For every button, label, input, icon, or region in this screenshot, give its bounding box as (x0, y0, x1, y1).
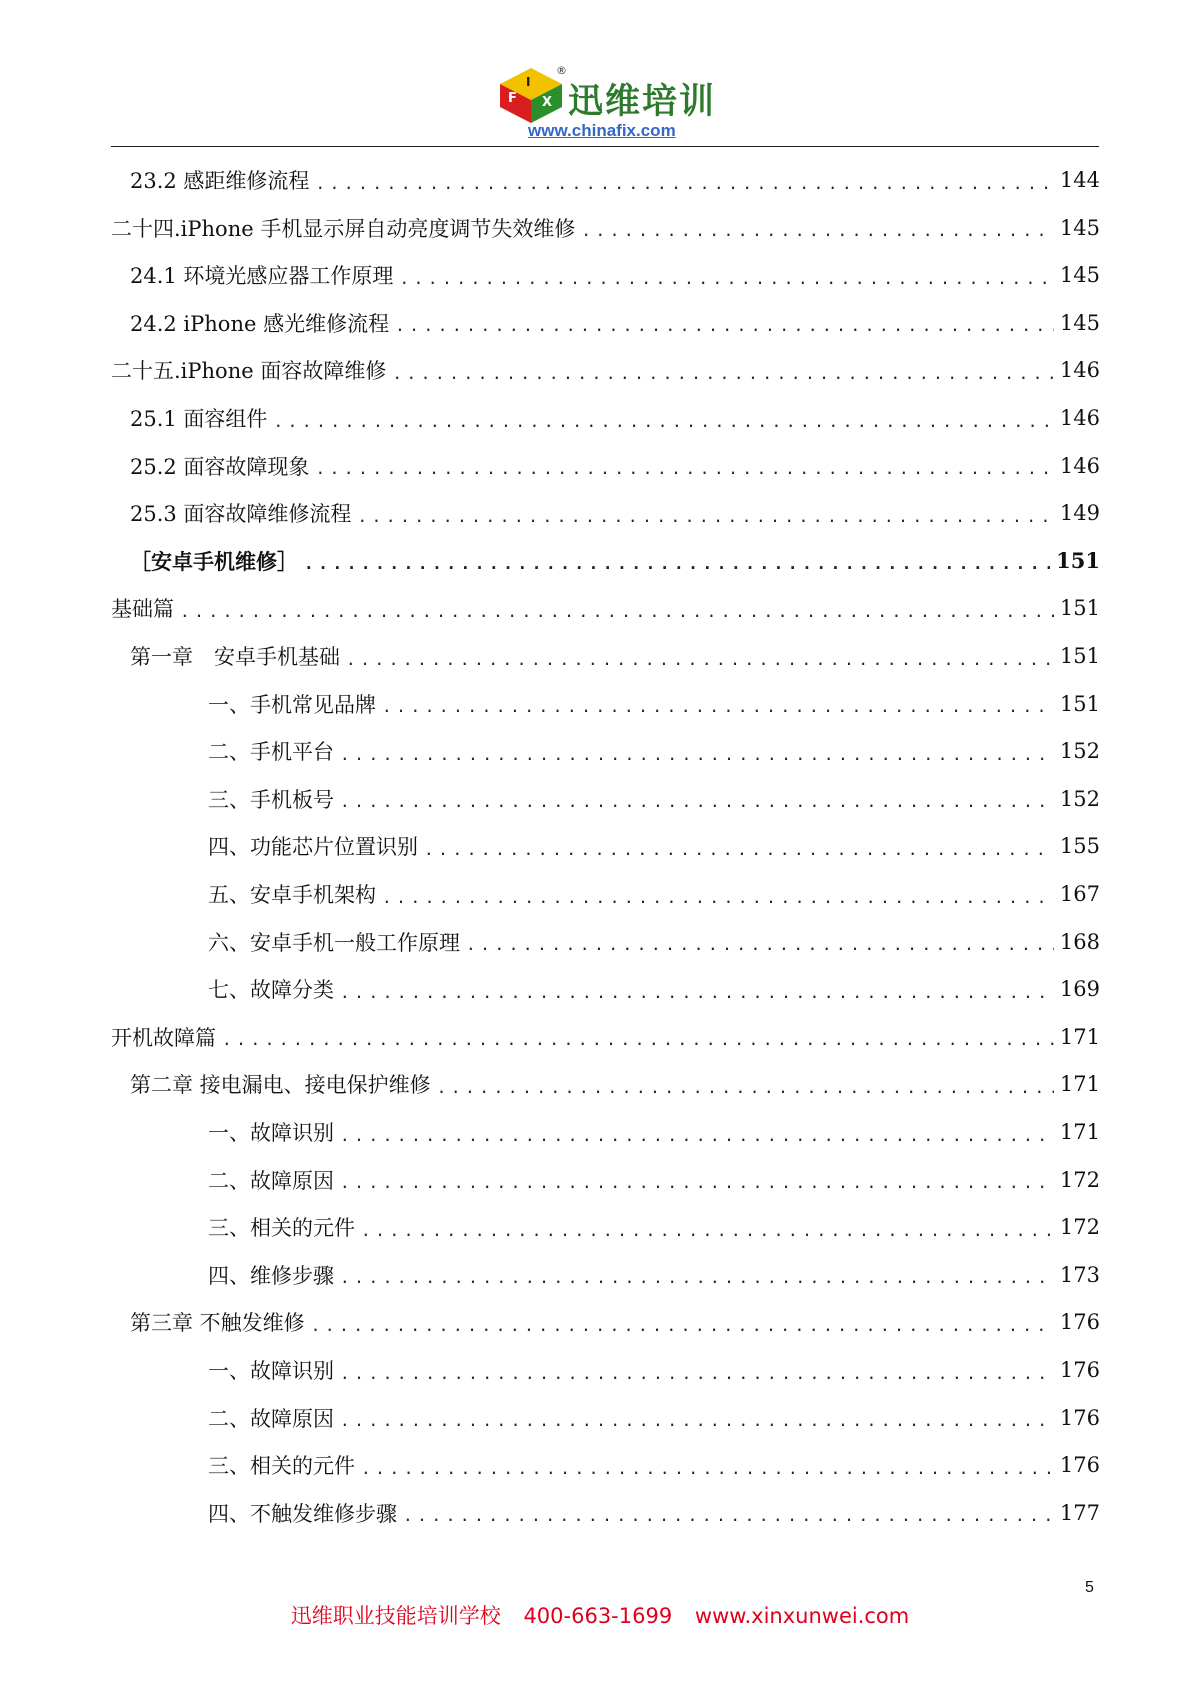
toc-entry-page: 152 (1059, 786, 1100, 811)
toc-entry-title: 二、故障原因 (208, 1168, 334, 1193)
svg-text:I: I (526, 75, 531, 89)
toc-dot-leader (311, 1316, 1054, 1335)
toc-entry-page: 172 (1059, 1167, 1100, 1192)
svg-text:F: F (508, 91, 517, 106)
toc-entry-page: 152 (1059, 739, 1100, 764)
footer-phone: 400-663-1699 (523, 1604, 673, 1628)
toc-entry-page: 151 (1059, 644, 1100, 668)
toc-dot-leader (304, 554, 1050, 573)
toc-dot-leader (340, 1173, 1054, 1192)
toc-entry-title: 一、手机常见品牌 (208, 692, 376, 717)
toc-entry[interactable] (208, 1355, 1100, 1385)
toc-entry-page: 176 (1059, 1453, 1100, 1478)
toc-entry-title: 第三章 不触发维修 (130, 1311, 305, 1336)
toc-entry[interactable] (130, 498, 1100, 528)
toc-entry[interactable] (208, 736, 1100, 766)
toc-entry-title: 一、故障识别 (208, 1359, 334, 1383)
toc-entry[interactable] (208, 831, 1100, 861)
page-header (0, 0, 1200, 150)
toc-entry-title: 四、维修步骤 (208, 1263, 334, 1288)
toc-entry-title: 基础篇 (111, 597, 174, 622)
toc-dot-leader (340, 983, 1054, 1002)
toc-entry-title: 25.2 面容故障现象 (130, 454, 310, 479)
footer-website-link[interactable]: www.xinxunwei.com (694, 1604, 910, 1628)
toc-entry[interactable] (111, 213, 1100, 243)
toc-entry[interactable] (208, 879, 1100, 909)
toc-entry[interactable] (130, 546, 1100, 576)
toc-entry-title: 七、故障分类 (208, 978, 334, 1003)
toc-dot-leader (273, 412, 1053, 431)
page-number: 5 (1085, 1579, 1094, 1596)
toc-dot-leader (399, 269, 1053, 288)
toc-entry-title: 24.1 环境光感应器工作原理 (130, 264, 394, 289)
footer-school-name: 迅维职业技能培训学校 (290, 1604, 501, 1628)
toc-entry-page: 146 (1059, 453, 1100, 478)
toc-entry-page: 176 (1059, 1405, 1100, 1430)
toc-dot-leader (357, 507, 1053, 526)
toc-dot-leader (222, 1030, 1054, 1049)
toc-entry-page: 171 (1059, 1072, 1100, 1097)
toc-entry-title: 二十四.iPhone 手机显示屏自动亮度调节失效维修 (111, 216, 576, 241)
toc-entry[interactable] (130, 308, 1100, 338)
toc-entry-page: 151 (1059, 691, 1100, 716)
toc-entry-page: 151 (1059, 596, 1100, 621)
toc-entry-title: 25.3 面容故障维修流程 (130, 502, 352, 527)
page-footer (0, 1600, 1200, 1630)
toc-entry-title: 三、相关的元件 (208, 1454, 355, 1479)
registered-mark: ® (556, 64, 567, 77)
toc-entry-title: 24.2 iPhone 感光维修流程 (130, 311, 390, 336)
toc-entry-title: 三、相关的元件 (208, 1216, 355, 1241)
toc-dot-leader (382, 888, 1054, 907)
toc-dot-leader (340, 792, 1054, 811)
toc-entry-page: 169 (1059, 977, 1100, 1002)
toc-entry-title: 三、手机板号 (208, 787, 334, 812)
toc-dot-leader (466, 935, 1054, 954)
toc-entry-page: 155 (1059, 834, 1100, 859)
fix-logo-icon (498, 66, 564, 124)
toc-entry-title: 四、功能芯片位置识别 (208, 835, 418, 860)
toc-entry-title: ［安卓手机维修］ (130, 548, 298, 574)
toc-dot-leader (315, 174, 1053, 193)
toc-entry[interactable] (208, 689, 1100, 719)
toc-entry[interactable] (111, 593, 1100, 623)
toc-entry-title: 五、安卓手机架构 (208, 883, 376, 907)
toc-entry[interactable] (208, 1450, 1100, 1480)
toc-entry[interactable] (208, 1212, 1100, 1242)
toc-dot-leader (361, 1221, 1054, 1240)
toc-entry-page: 146 (1059, 406, 1100, 430)
toc-entry-page: 171 (1059, 1024, 1100, 1049)
toc-entry-page: 176 (1059, 1358, 1100, 1382)
toc-entry[interactable] (208, 784, 1100, 814)
toc-entry-page: 146 (1059, 358, 1100, 383)
toc-entry-page: 171 (1059, 1120, 1100, 1144)
svg-text:X: X (542, 95, 553, 110)
toc-entry-page: 177 (1059, 1500, 1100, 1525)
toc-dot-leader (315, 459, 1053, 478)
toc-entry-title: 开机故障篇 (111, 1025, 216, 1050)
toc-entry-page: 145 (1059, 215, 1100, 240)
toc-entry[interactable] (130, 1307, 1100, 1337)
toc-entry-title: 第二章 接电漏电、接电保护维修 (130, 1073, 431, 1098)
toc-dot-leader (346, 650, 1054, 669)
brand-url-link[interactable]: www.chinafix.com (528, 121, 676, 140)
toc-entry-title: 二十五.iPhone 面容故障维修 (111, 359, 387, 384)
brand-name: 迅维培训 (568, 82, 717, 122)
toc-entry[interactable] (130, 451, 1100, 481)
toc-dot-leader (180, 602, 1054, 621)
toc-entry-title: 二、手机平台 (208, 740, 334, 765)
toc-entry[interactable] (111, 355, 1100, 385)
toc-entry[interactable] (130, 641, 1100, 671)
toc-entry[interactable] (208, 1498, 1100, 1528)
toc-dot-leader (424, 840, 1054, 859)
header-divider (111, 146, 1099, 147)
toc-dot-leader (403, 1506, 1054, 1525)
toc-entry-page: 145 (1059, 310, 1100, 335)
toc-entry[interactable] (208, 1260, 1100, 1290)
toc-dot-leader (437, 1078, 1054, 1097)
toc-entry-page: 176 (1059, 1310, 1100, 1335)
toc-entry-title: 六、安卓手机一般工作原理 (208, 930, 460, 955)
toc-entry-title: 25.1 面容组件 (130, 407, 268, 431)
toc-entry-page: 151 (1056, 548, 1100, 574)
toc-dot-leader (340, 1411, 1054, 1430)
toc-entry-title: 四、不触发维修步骤 (208, 1501, 397, 1526)
toc-dot-leader (392, 364, 1054, 383)
toc-entry[interactable] (208, 927, 1100, 957)
toc-entry-title: 23.2 感距维修流程 (130, 169, 310, 193)
toc-entry-page: 173 (1059, 1262, 1100, 1287)
toc-entry-page: 149 (1059, 501, 1100, 526)
toc-dot-leader (382, 697, 1054, 716)
toc-entry[interactable] (130, 403, 1100, 433)
toc-dot-leader (340, 745, 1054, 764)
toc-entry-page: 144 (1059, 168, 1100, 192)
toc-entry[interactable] (208, 1165, 1100, 1195)
toc-entry[interactable] (208, 1403, 1100, 1433)
toc-dot-leader (340, 1268, 1054, 1287)
toc-dot-leader (581, 221, 1054, 240)
toc-dot-leader (395, 316, 1054, 335)
toc-entry[interactable] (111, 1022, 1100, 1052)
toc-entry-page: 172 (1059, 1215, 1100, 1240)
toc-entry-page: 145 (1059, 263, 1100, 288)
toc-entry-page: 168 (1059, 929, 1100, 954)
toc-entry[interactable] (208, 974, 1100, 1004)
toc-dot-leader (340, 1126, 1054, 1145)
toc-entry-title: 第一章 安卓手机基础 (130, 645, 340, 669)
toc-entry[interactable] (130, 1069, 1100, 1099)
toc-dot-leader (340, 1364, 1054, 1383)
toc-entry-title: 一、故障识别 (208, 1121, 334, 1145)
toc-entry[interactable] (208, 1117, 1100, 1147)
toc-entry-title: 二、故障原因 (208, 1406, 334, 1431)
toc-entry-page: 167 (1059, 882, 1100, 906)
toc-dot-leader (361, 1459, 1054, 1478)
toc-entry[interactable] (130, 260, 1100, 290)
toc-entry[interactable] (130, 165, 1100, 195)
